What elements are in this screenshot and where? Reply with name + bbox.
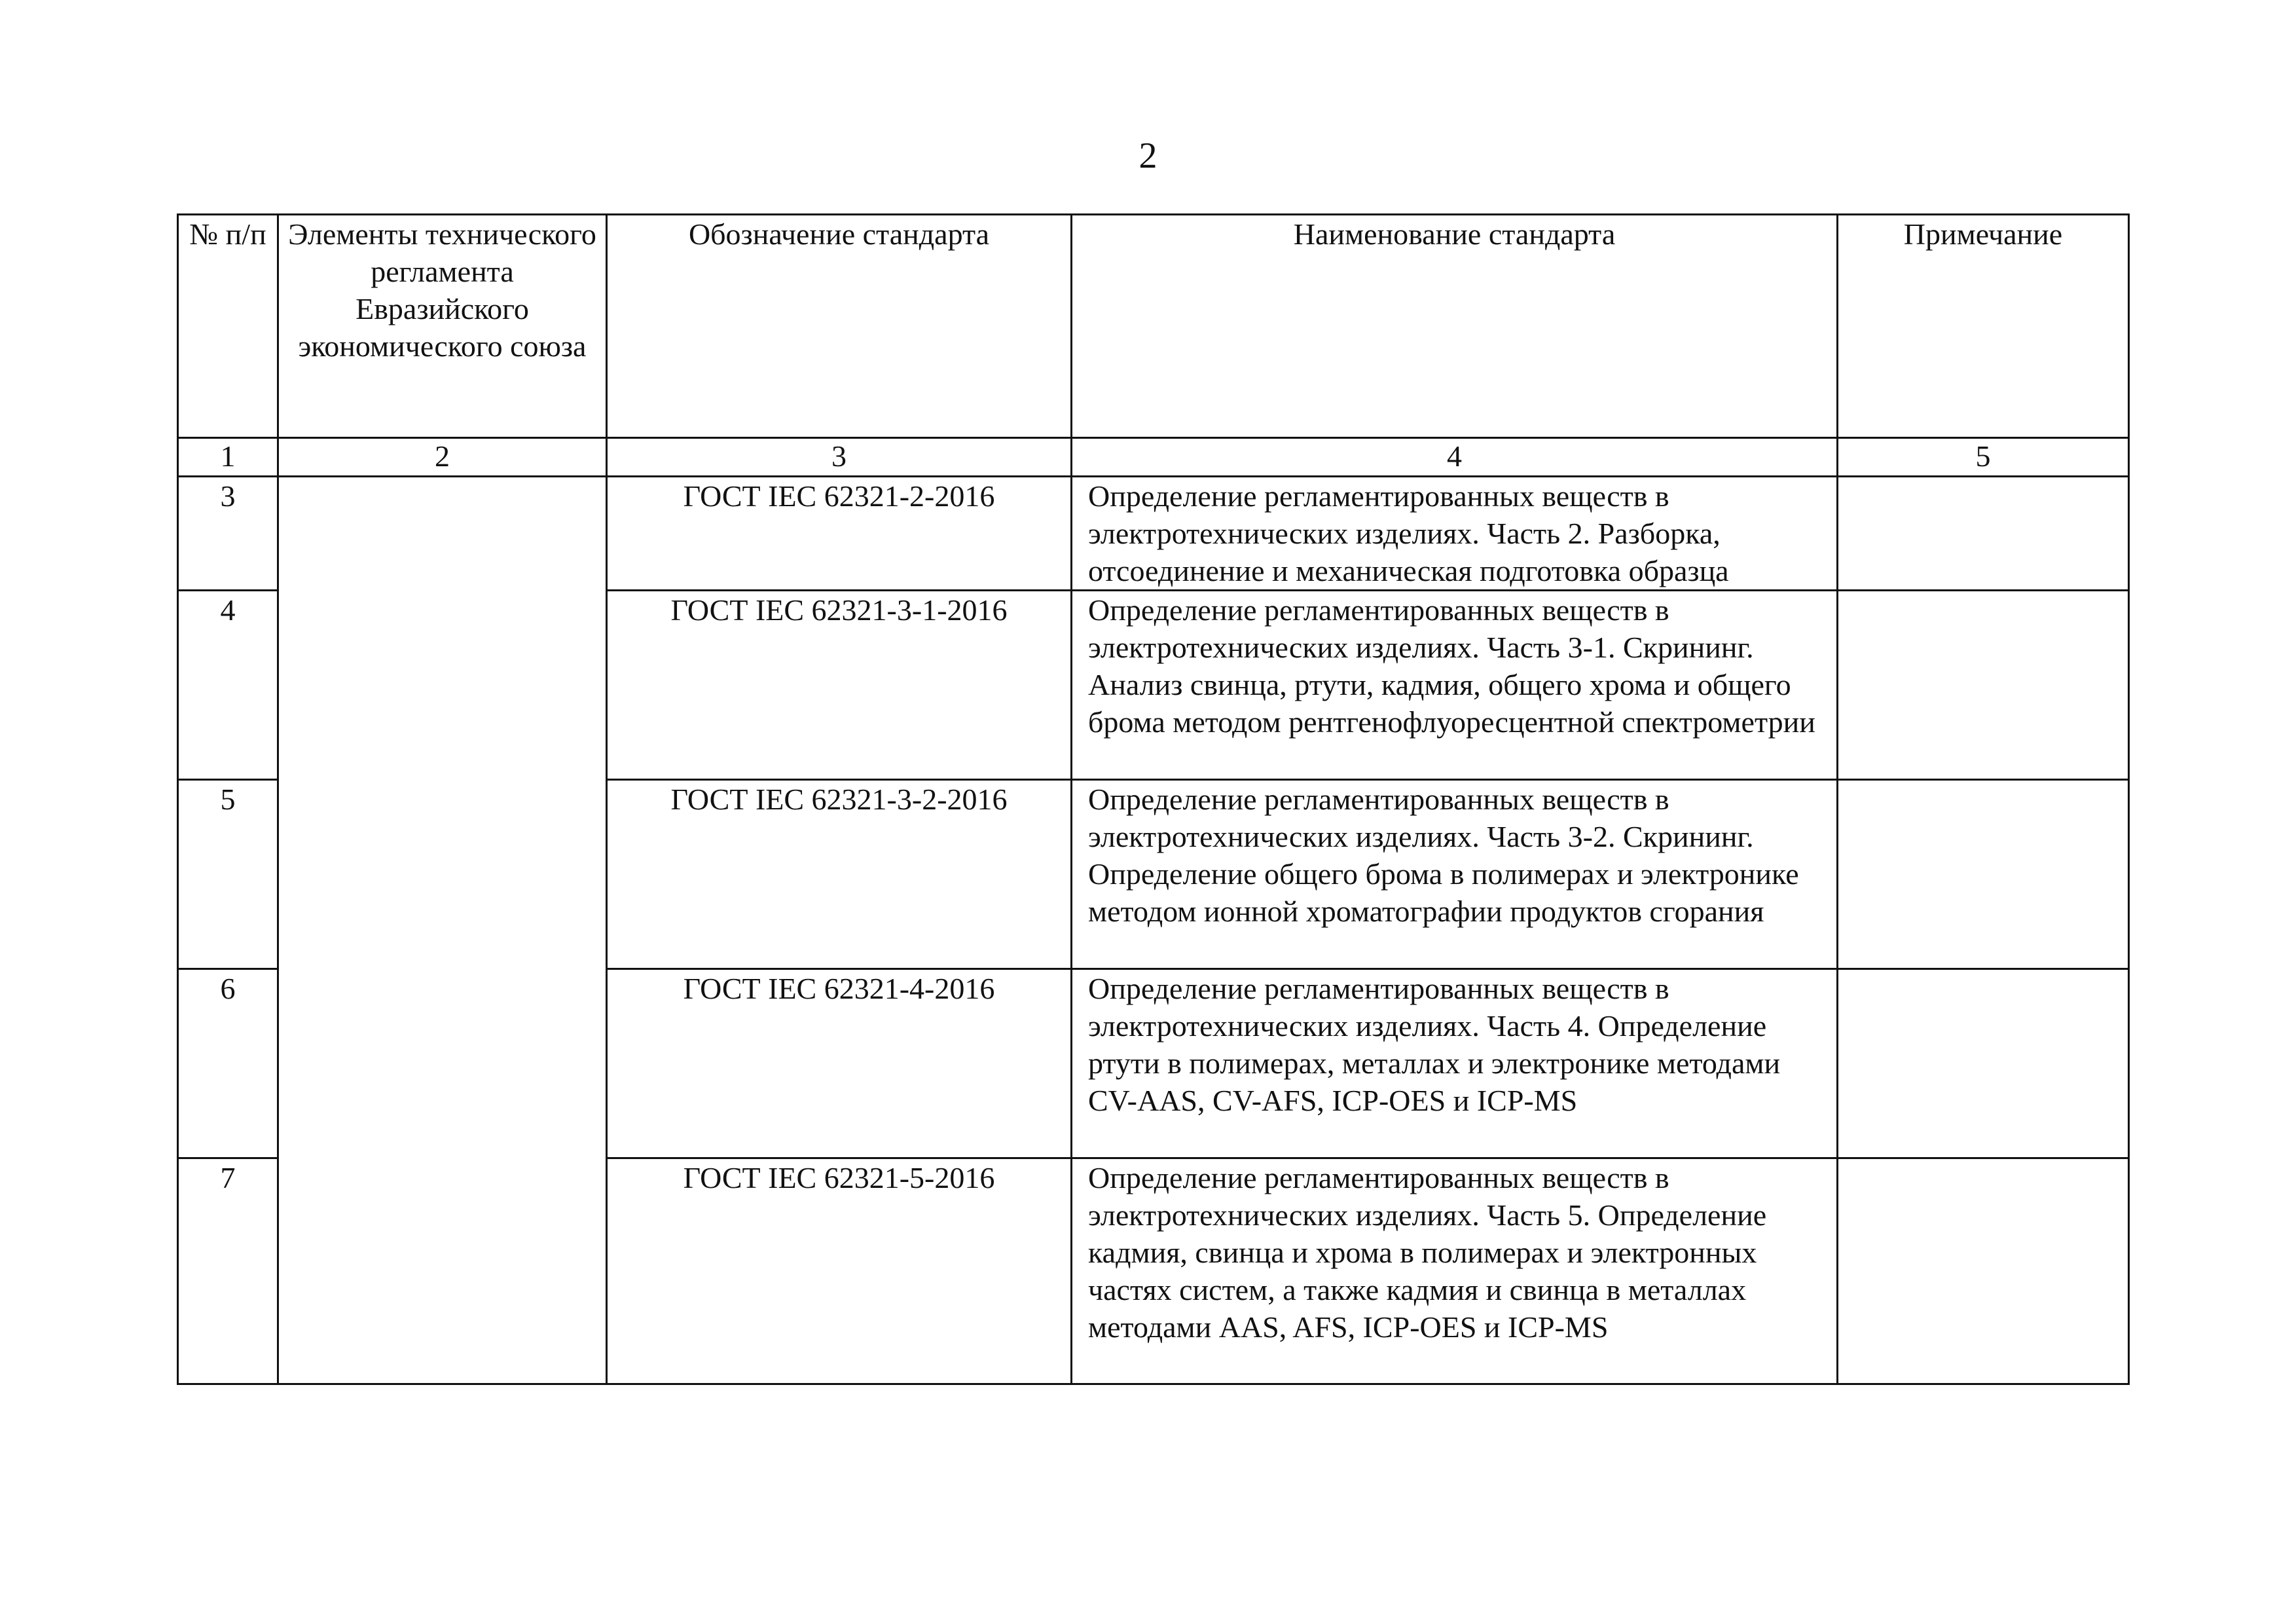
note-cell [1838,1158,2129,1384]
row-number: 7 [178,1158,278,1384]
column-number: 5 [1838,438,2129,477]
column-number: 4 [1072,438,1838,477]
note-cell [1838,969,2129,1158]
column-number: 2 [278,438,607,477]
standard-name: Определение регламентированных веществ в электротехнических изделиях. Часть 4. Определение ртути в полимерах, металлах и электронике методами CV-AAS, CV-AFS, ICP-OES и ICP-MS [1072,969,1838,1158]
note-cell [1838,477,2129,591]
standard-designation: ГОСТ IEC 62321-3-2-2016 [607,780,1072,969]
standards-table [177,213,2130,1385]
standard-name: Определение регламентированных веществ в электротехнических изделиях. Часть 3-2. Скрининг. Определение общего брома в полимерах и электронике методом ионной хроматографии продуктов сгорания [1072,780,1838,969]
standard-designation: ГОСТ IEC 62321-4-2016 [607,969,1072,1158]
note-cell [1838,780,2129,969]
note-cell [1838,591,2129,780]
header-number: № п/п [178,215,278,438]
standard-name: Определение регламентированных веществ в электротехнических изделиях. Часть 3-1. Скрининг. Анализ свинца, ртути, кадмия, общего хрома и общего брома методом рентгенофлуоресцентной спектрометрии [1072,591,1838,780]
standard-designation: ГОСТ IEC 62321-5-2016 [607,1158,1072,1384]
elements-cell [278,477,607,1384]
column-numbers-row [178,438,2129,477]
table-row [178,477,2129,591]
standard-name: Определение регламентированных веществ в электротехнических изделиях. Часть 5. Определение кадмия, свинца и хрома в полимерах и электронных частях систем, а также кадмия и свинца в металлах методами AAS, AFS, ICP-OES и ICP-MS [1072,1158,1838,1384]
row-number: 5 [178,780,278,969]
standard-designation: ГОСТ IEC 62321-2-2016 [607,477,1072,591]
header-designation: Обозначение стандарта [607,215,1072,438]
table-header-row [178,215,2129,438]
page-number: 2 [1139,136,1157,176]
header-note: Примечание [1838,215,2129,438]
row-number: 3 [178,477,278,591]
column-number: 3 [607,438,1072,477]
header-standard-name: Наименование стандарта [1072,215,1838,438]
standard-designation: ГОСТ IEC 62321-3-1-2016 [607,591,1072,780]
standard-name: Определение регламентированных веществ в электротехнических изделиях. Часть 2. Разборка, отсоединение и механическая подготовка образца [1072,477,1838,591]
column-number: 1 [178,438,278,477]
row-number: 4 [178,591,278,780]
header-elements: Элементы технического регламента Евразийского экономического союза [278,215,607,438]
row-number: 6 [178,969,278,1158]
